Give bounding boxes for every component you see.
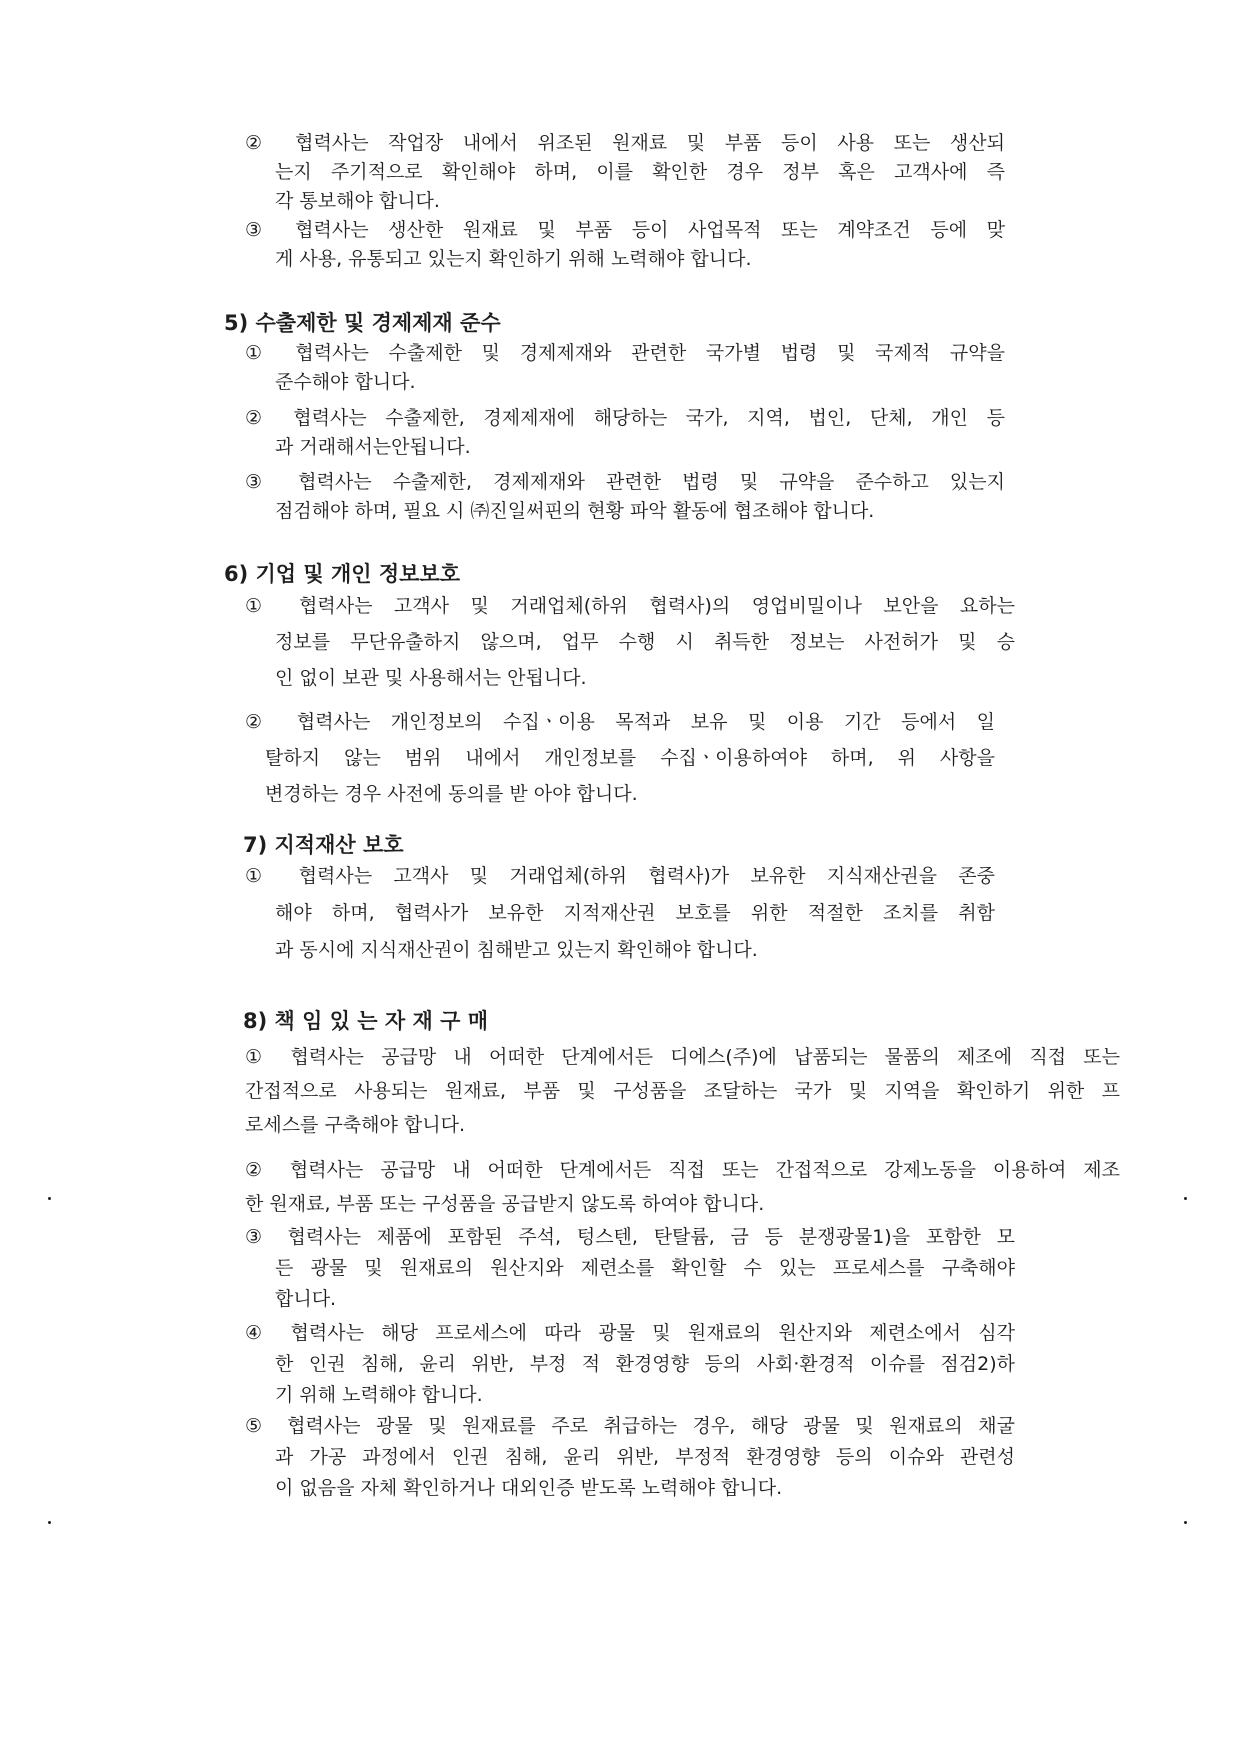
clause-line: 인 없이 보관 및 사용해서는 안됩니다. — [275, 667, 587, 689]
clause-paragraph — [245, 1411, 1015, 1504]
page-corner-mark — [48, 1521, 51, 1524]
clause-line: ② 협력사는 공급망 내 어떠한 단계에서든 직접 또는 간접적으로 강제노동을 이용하여 제조 — [245, 1159, 1120, 1181]
clause-line: 간접적으로 사용되는 원재료, 부품 및 구성품을 조달하는 국가 및 지역을 확인하기 위한 프 — [245, 1080, 1120, 1102]
page-corner-mark — [1184, 1521, 1187, 1524]
clause-paragraph — [245, 588, 1015, 696]
clause-paragraph — [245, 404, 1005, 462]
clause-line: 각 통보해야 합니다. — [275, 190, 440, 212]
clause-line: 이 없음을 자체 확인하거나 대외인증 받도록 노력해야 합니다. — [275, 1477, 783, 1499]
page-corner-mark — [1184, 1197, 1187, 1200]
clause-line: 해야 하며, 협력사가 보유한 지적재산권 보호를 위한 적절한 조치를 취함 — [275, 902, 995, 924]
clause-paragraph — [245, 704, 995, 812]
clause-line: 점검해야 하며, 필요 시 ㈜진일써핀의 현황 파악 활동에 협조해야 합니다. — [275, 500, 875, 522]
clause-paragraph — [245, 216, 1005, 274]
clause-line: 과 가공 과정에서 인권 침해, 윤리 위반, 부정적 환경영향 등의 이슈와 관련성 — [275, 1446, 1015, 1468]
clause-line: ② 협력사는 작업장 내에서 위조된 원재료 및 부품 등이 사용 또는 생산되 — [245, 132, 1005, 154]
section-heading: 8) 책 임 있 는 자 재 구 매 — [243, 1009, 488, 1033]
clause-line: 는지 주기적으로 확인해야 하며, 이를 확인한 경우 정부 혹은 고객사에 즉 — [275, 161, 1005, 183]
clause-line: 합니다. — [275, 1288, 337, 1310]
clause-line: ③ 협력사는 제품에 포함된 주석, 텅스텐, 탄탈륨, 금 등 분쟁광물1)을 포함한 모 — [245, 1226, 1015, 1248]
section-heading: 5) 수출제한 및 경제제재 준수 — [224, 311, 501, 335]
section-heading: 7) 지적재산 보호 — [243, 833, 404, 857]
clause-line: 로세스를 구축해야 합니다. — [245, 1114, 466, 1136]
clause-line: 기 위해 노력해야 합니다. — [275, 1384, 483, 1406]
clause-line: ① 협력사는 공급망 내 어떠한 단계에서든 디에스(주)에 납품되는 물품의 제조에 직접 또는 — [245, 1046, 1120, 1068]
clause-line: 게 사용, 유통되고 있는지 확인하기 위해 노력해야 합니다. — [275, 248, 752, 270]
clause-line: ② 협력사는 수출제한, 경제제재에 해당하는 국가, 지역, 법인, 단체, 개인 등 — [245, 407, 1005, 429]
clause-line: ① 협력사는 수출제한 및 경제제재와 관련한 국가별 법령 및 국제적 규약을 — [245, 342, 1005, 364]
clause-line: 정보를 무단유출하지 않으며, 업무 수행 시 취득한 정보는 사전허가 및 승 — [275, 631, 1015, 653]
clause-line: 한 인권 침해, 윤리 위반, 부정 적 환경영향 등의 사회·환경적 이슈를 점검2)하 — [275, 1353, 1015, 1375]
clause-paragraph — [245, 1222, 1015, 1315]
page-corner-mark — [48, 1197, 51, 1200]
section-heading: 6) 기업 및 개인 정보보호 — [224, 562, 461, 586]
clause-line: 변경하는 경우 사전에 동의를 받 아야 합니다. — [265, 783, 638, 805]
clause-line: 한 원재료, 부품 또는 구성품을 공급받지 않도록 하여야 합니다. — [245, 1193, 765, 1215]
clause-line: ② 협력사는 개인정보의 수집ㆍ이용 목적과 보유 및 이용 기간 등에서 일 — [245, 711, 995, 733]
clause-paragraph — [245, 1318, 1015, 1411]
clause-paragraph — [245, 468, 1005, 526]
clause-line: ③ 협력사는 수출제한, 경제제재와 관련한 법령 및 규약을 준수하고 있는지 — [245, 471, 1005, 493]
clause-line: 든 광물 및 원재료의 원산지와 제련소를 확인할 수 있는 프로세스를 구축해야 — [275, 1257, 1015, 1279]
clause-line: 탈하지 않는 범위 내에서 개인정보를 수집ㆍ이용하여야 하며, 위 사항을 — [265, 747, 995, 769]
clause-line: 과 거래해서는안됩니다. — [275, 436, 471, 458]
clause-paragraph — [245, 129, 1005, 216]
clause-paragraph — [245, 339, 1005, 397]
clause-paragraph — [245, 1153, 1120, 1221]
clause-paragraph — [245, 1040, 1120, 1142]
clause-line: ⑤ 협력사는 광물 및 원재료를 주로 취급하는 경우, 해당 광물 및 원재료의 채굴 — [245, 1415, 1015, 1437]
clause-paragraph — [245, 858, 995, 969]
clause-line: ③ 협력사는 생산한 원재료 및 부품 등이 사업목적 또는 계약조건 등에 맞 — [245, 219, 1005, 241]
clause-line: 준수해야 합니다. — [275, 371, 416, 393]
clause-line: ① 협력사는 고객사 및 거래업체(하위 협력사)가 보유한 지식재산권을 존중 — [245, 865, 995, 887]
clause-line: ④ 협력사는 해당 프로세스에 따라 광물 및 원재료의 원산지와 제련소에서 심각 — [245, 1322, 1015, 1344]
clause-line: ① 협력사는 고객사 및 거래업체(하위 협력사)의 영업비밀이나 보안을 요하는 — [245, 595, 1015, 617]
clause-line: 과 동시에 지식재산권이 침해받고 있는지 확인해야 합니다. — [275, 939, 758, 961]
